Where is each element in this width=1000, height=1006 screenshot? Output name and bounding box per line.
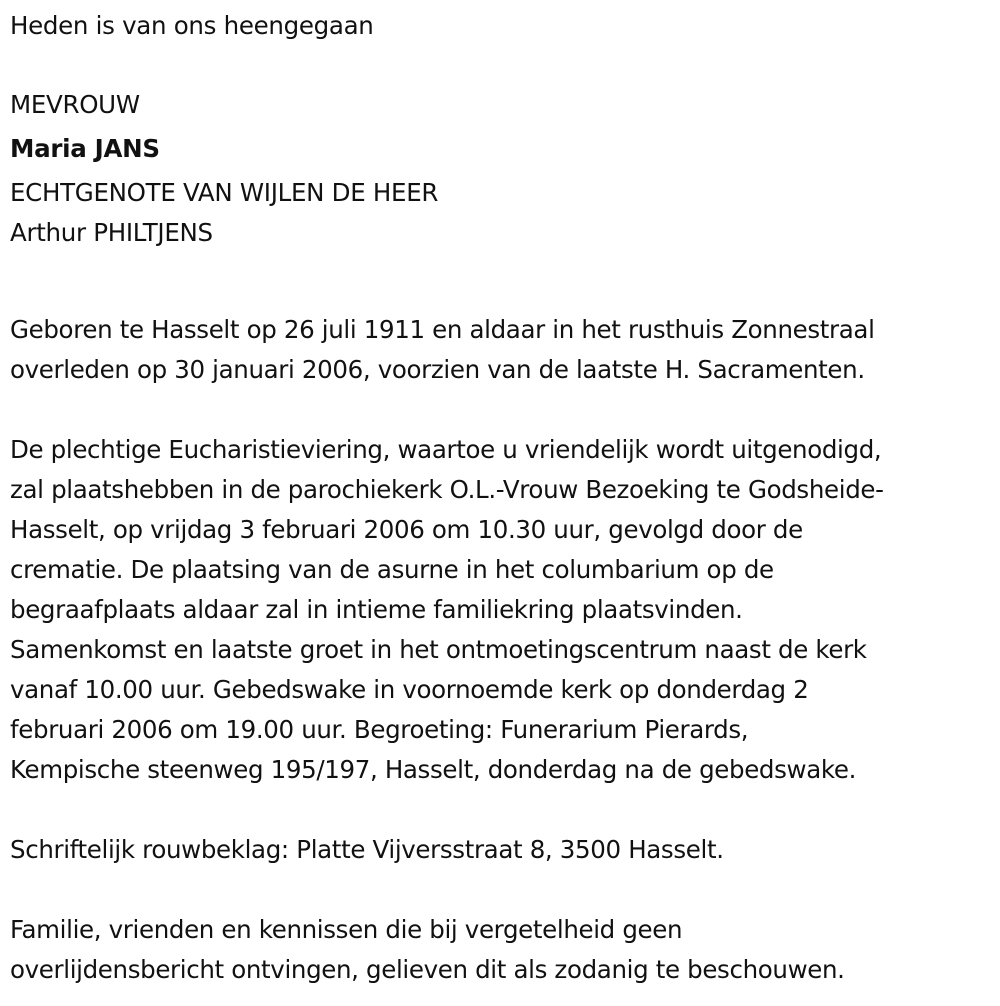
ceremony-line: februari 2006 om 19.00 uur. Begroeting: Funerarium Pierards, <box>10 715 749 744</box>
condolence-address: Schriftelijk rouwbeklag: Platte Vijversstraat 8, 3500 Hasselt. <box>10 835 724 864</box>
ceremony-line: Kempische steenweg 195/197, Hasselt, donderdag na de gebedswake. <box>10 755 857 784</box>
ceremony-line: Samenkomst en laatste groet in het ontmoetingscentrum naast de kerk <box>10 635 867 664</box>
intro-section <box>10 6 374 46</box>
birth-death-paragraph <box>10 310 875 390</box>
person-section <box>10 85 438 253</box>
condolence-paragraph <box>10 830 724 870</box>
person-title: MEVROUW <box>10 90 140 119</box>
ceremony-line: De plechtige Eucharistieviering, waartoe u vriendelijk wordt uitgenodigd, <box>10 435 882 464</box>
family-note-line: Familie, vrienden en kennissen die bij vergetelheid geen <box>10 915 683 944</box>
person-name: Maria JANS <box>10 134 160 163</box>
intro-line: Heden is van ons heengegaan <box>10 11 374 40</box>
birth-death-line: Geboren te Hasselt op 26 juli 1911 en aldaar in het rusthuis Zonnestraal <box>10 315 875 344</box>
birth-death-line: overleden op 30 januari 2006, voorzien van de laatste H. Sacramenten. <box>10 355 865 384</box>
family-note-line: overlijdensbericht ontvingen, gelieven dit als zodanig te beschouwen. <box>10 955 845 984</box>
ceremony-paragraph <box>10 430 884 790</box>
family-note-paragraph <box>10 910 845 990</box>
ceremony-line: zal plaatshebben in de parochiekerk O.L.-Vrouw Bezoeking te Godsheide- <box>10 475 884 504</box>
spouse-name: Arthur PHILTJENS <box>10 218 213 247</box>
ceremony-line: vanaf 10.00 uur. Gebedswake in voornoemde kerk op donderdag 2 <box>10 675 809 704</box>
ceremony-line: Hasselt, op vrijdag 3 februari 2006 om 10.30 uur, gevolgd door de <box>10 515 803 544</box>
ceremony-line: crematie. De plaatsing van de asurne in het columbarium op de <box>10 555 774 584</box>
person-relation: ECHTGENOTE VAN WIJLEN DE HEER <box>10 178 439 207</box>
ceremony-line: begraafplaats aldaar zal in intieme familiekring plaatsvinden. <box>10 595 743 624</box>
